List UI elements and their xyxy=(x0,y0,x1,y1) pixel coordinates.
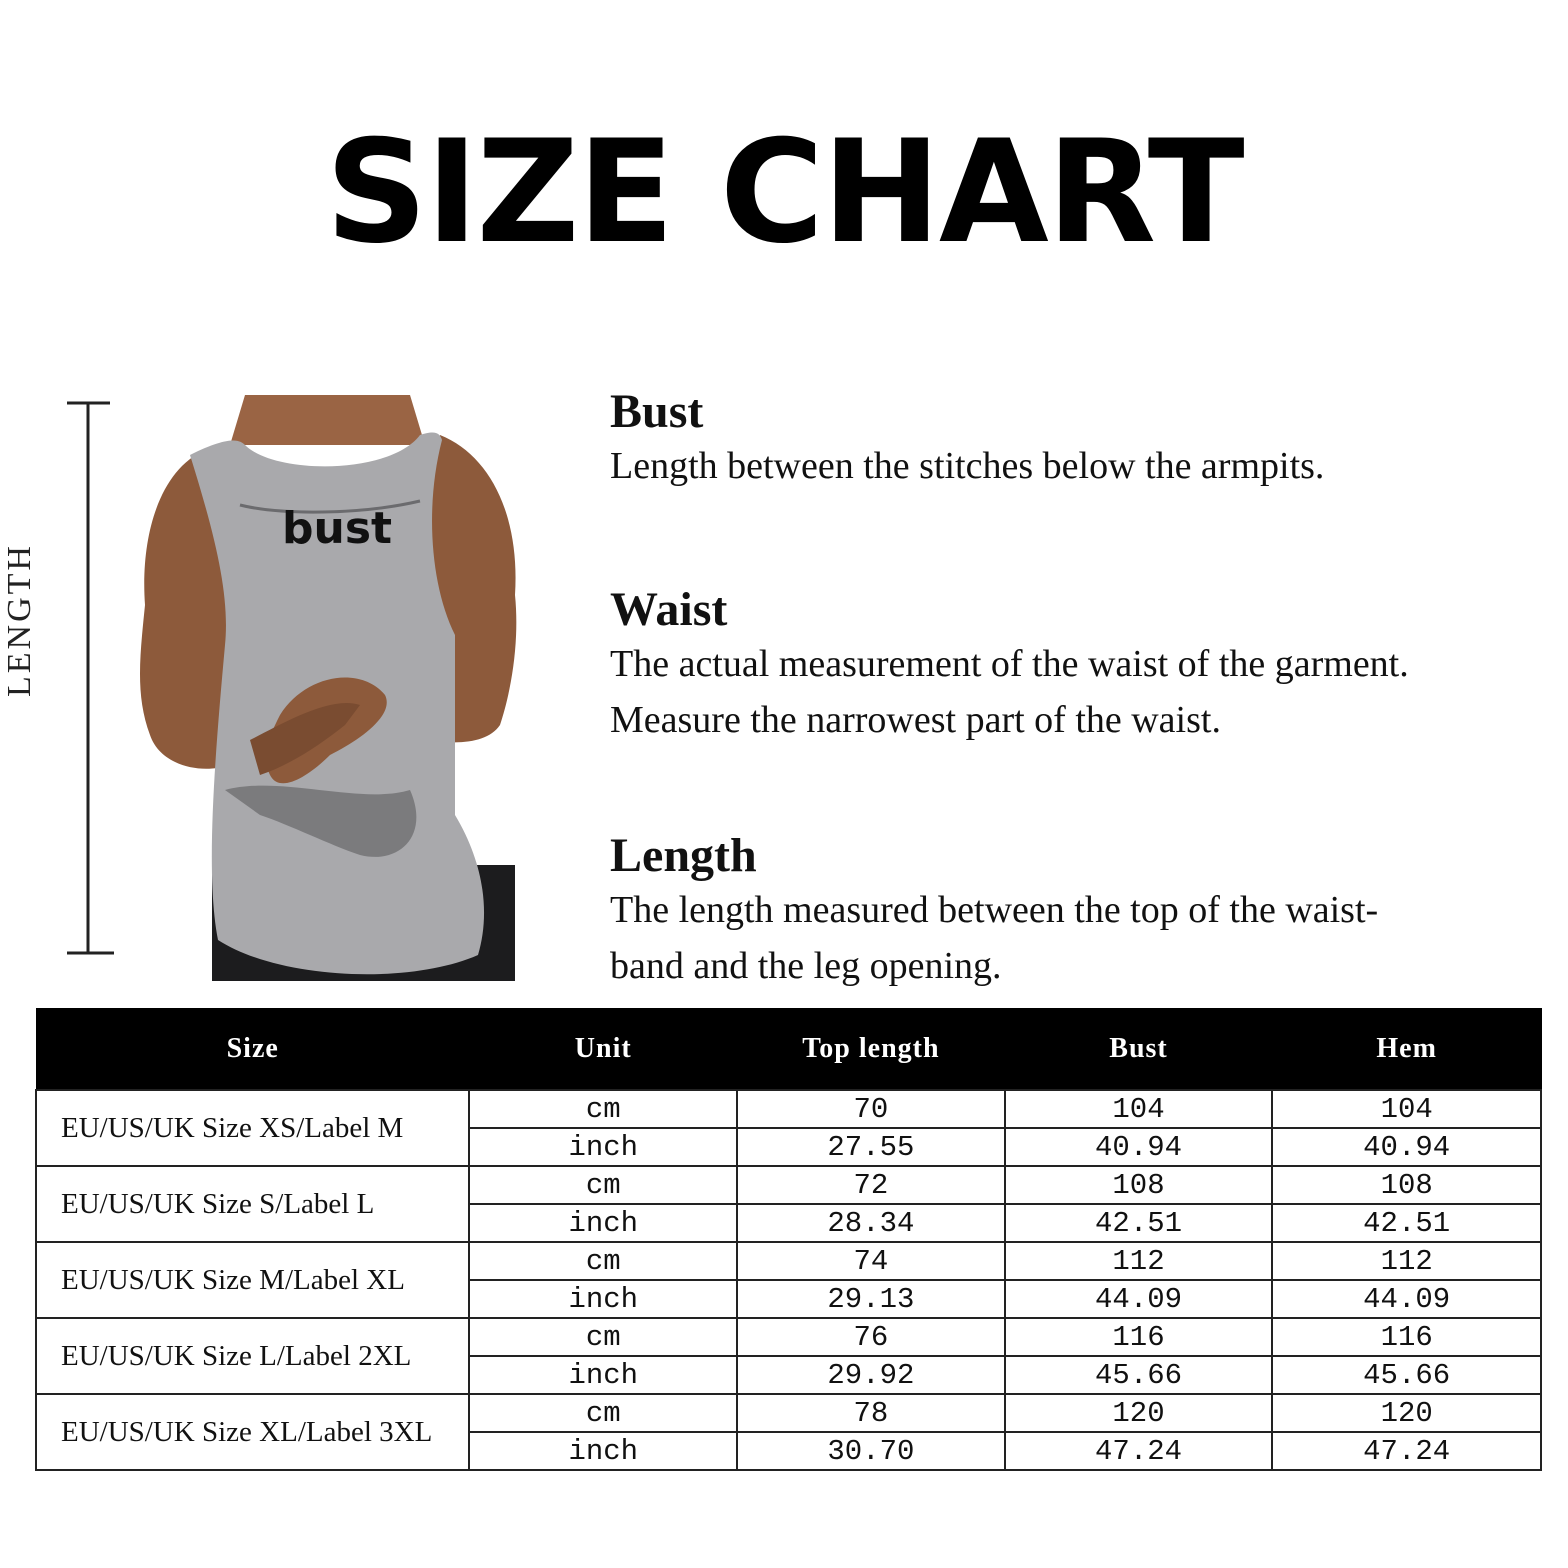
unit-cell: cm xyxy=(469,1166,737,1204)
top-length-cell: 29.92 xyxy=(737,1356,1005,1394)
waist-heading: Waist xyxy=(610,583,728,636)
bust-heading: Bust xyxy=(610,385,704,438)
top-length-cell: 30.70 xyxy=(737,1432,1005,1470)
bust-cell: 120 xyxy=(1005,1394,1273,1432)
table-row xyxy=(36,1318,1541,1356)
top-length-cell: 74 xyxy=(737,1242,1005,1280)
top-length-cell: 29.13 xyxy=(737,1280,1005,1318)
unit-cell: inch xyxy=(469,1128,737,1166)
table-row xyxy=(36,1090,1541,1128)
top-length-cell: 72 xyxy=(737,1166,1005,1204)
hem-cell: 44.09 xyxy=(1272,1280,1541,1318)
bust-text: Length between the stitches below the armpits. xyxy=(610,445,1325,487)
bust-cell: 116 xyxy=(1005,1318,1273,1356)
bust-cell: 108 xyxy=(1005,1166,1273,1204)
size-cell: EU/US/UK Size L/Label 2XL xyxy=(36,1318,469,1394)
size-table xyxy=(35,1008,1542,1471)
length-text-line-1: The length measured between the top of the waist- xyxy=(610,889,1379,931)
bust-cell: 44.09 xyxy=(1005,1280,1273,1318)
bust-description xyxy=(610,386,1324,494)
bust-cell: 112 xyxy=(1005,1242,1273,1280)
size-cell: EU/US/UK Size M/Label XL xyxy=(36,1242,469,1318)
top-length-cell: 27.55 xyxy=(737,1128,1005,1166)
header-hem: Hem xyxy=(1272,1009,1541,1091)
unit-cell: inch xyxy=(469,1432,737,1470)
header-top-length: Top length xyxy=(737,1009,1005,1091)
hem-cell: 120 xyxy=(1272,1394,1541,1432)
hem-cell: 116 xyxy=(1272,1318,1541,1356)
hem-cell: 40.94 xyxy=(1272,1128,1541,1166)
hem-cell: 42.51 xyxy=(1272,1204,1541,1242)
table-row xyxy=(36,1242,1541,1280)
unit-cell: inch xyxy=(469,1204,737,1242)
hem-cell: 112 xyxy=(1272,1242,1541,1280)
waist-text-line-2: Measure the narrowest part of the waist. xyxy=(610,699,1221,741)
hem-cell: 45.66 xyxy=(1272,1356,1541,1394)
table-row xyxy=(36,1166,1541,1204)
unit-cell: cm xyxy=(469,1394,737,1432)
header-size: Size xyxy=(36,1009,469,1091)
waist-description xyxy=(610,584,1409,748)
table-body xyxy=(36,1090,1541,1470)
length-heading: Length xyxy=(610,829,757,882)
length-text-line-2: band and the leg opening. xyxy=(610,945,1002,987)
length-description xyxy=(610,830,1378,994)
length-axis-label: LENGTH xyxy=(1,543,38,697)
table-row xyxy=(36,1394,1541,1432)
unit-cell: inch xyxy=(469,1280,737,1318)
bust-cell: 47.24 xyxy=(1005,1432,1273,1470)
waist-text-line-1: The actual measurement of the waist of the garment. xyxy=(610,643,1409,685)
top-length-cell: 78 xyxy=(737,1394,1005,1432)
length-ruler xyxy=(67,403,114,953)
size-cell: EU/US/UK Size S/Label L xyxy=(36,1166,469,1242)
unit-cell: cm xyxy=(469,1090,737,1128)
unit-cell: cm xyxy=(469,1242,737,1280)
top-length-cell: 76 xyxy=(737,1318,1005,1356)
size-cell: EU/US/UK Size XL/Label 3XL xyxy=(36,1394,469,1470)
table-header-row xyxy=(36,1009,1541,1091)
model-figure xyxy=(30,395,530,985)
hem-cell: 108 xyxy=(1272,1166,1541,1204)
bust-cell: 40.94 xyxy=(1005,1128,1273,1166)
page-title: SIZE CHART xyxy=(325,110,1243,275)
neck xyxy=(230,395,425,445)
unit-cell: cm xyxy=(469,1318,737,1356)
bust-figure-label: bust xyxy=(282,503,393,554)
bust-cell: 104 xyxy=(1005,1090,1273,1128)
bust-cell: 42.51 xyxy=(1005,1204,1273,1242)
header-bust: Bust xyxy=(1005,1009,1273,1091)
hem-cell: 47.24 xyxy=(1272,1432,1541,1470)
top-length-cell: 28.34 xyxy=(737,1204,1005,1242)
bust-cell: 45.66 xyxy=(1005,1356,1273,1394)
top-length-cell: 70 xyxy=(737,1090,1005,1128)
size-cell: EU/US/UK Size XS/Label M xyxy=(36,1090,469,1166)
header-unit: Unit xyxy=(469,1009,737,1091)
unit-cell: inch xyxy=(469,1356,737,1394)
hem-cell: 104 xyxy=(1272,1090,1541,1128)
